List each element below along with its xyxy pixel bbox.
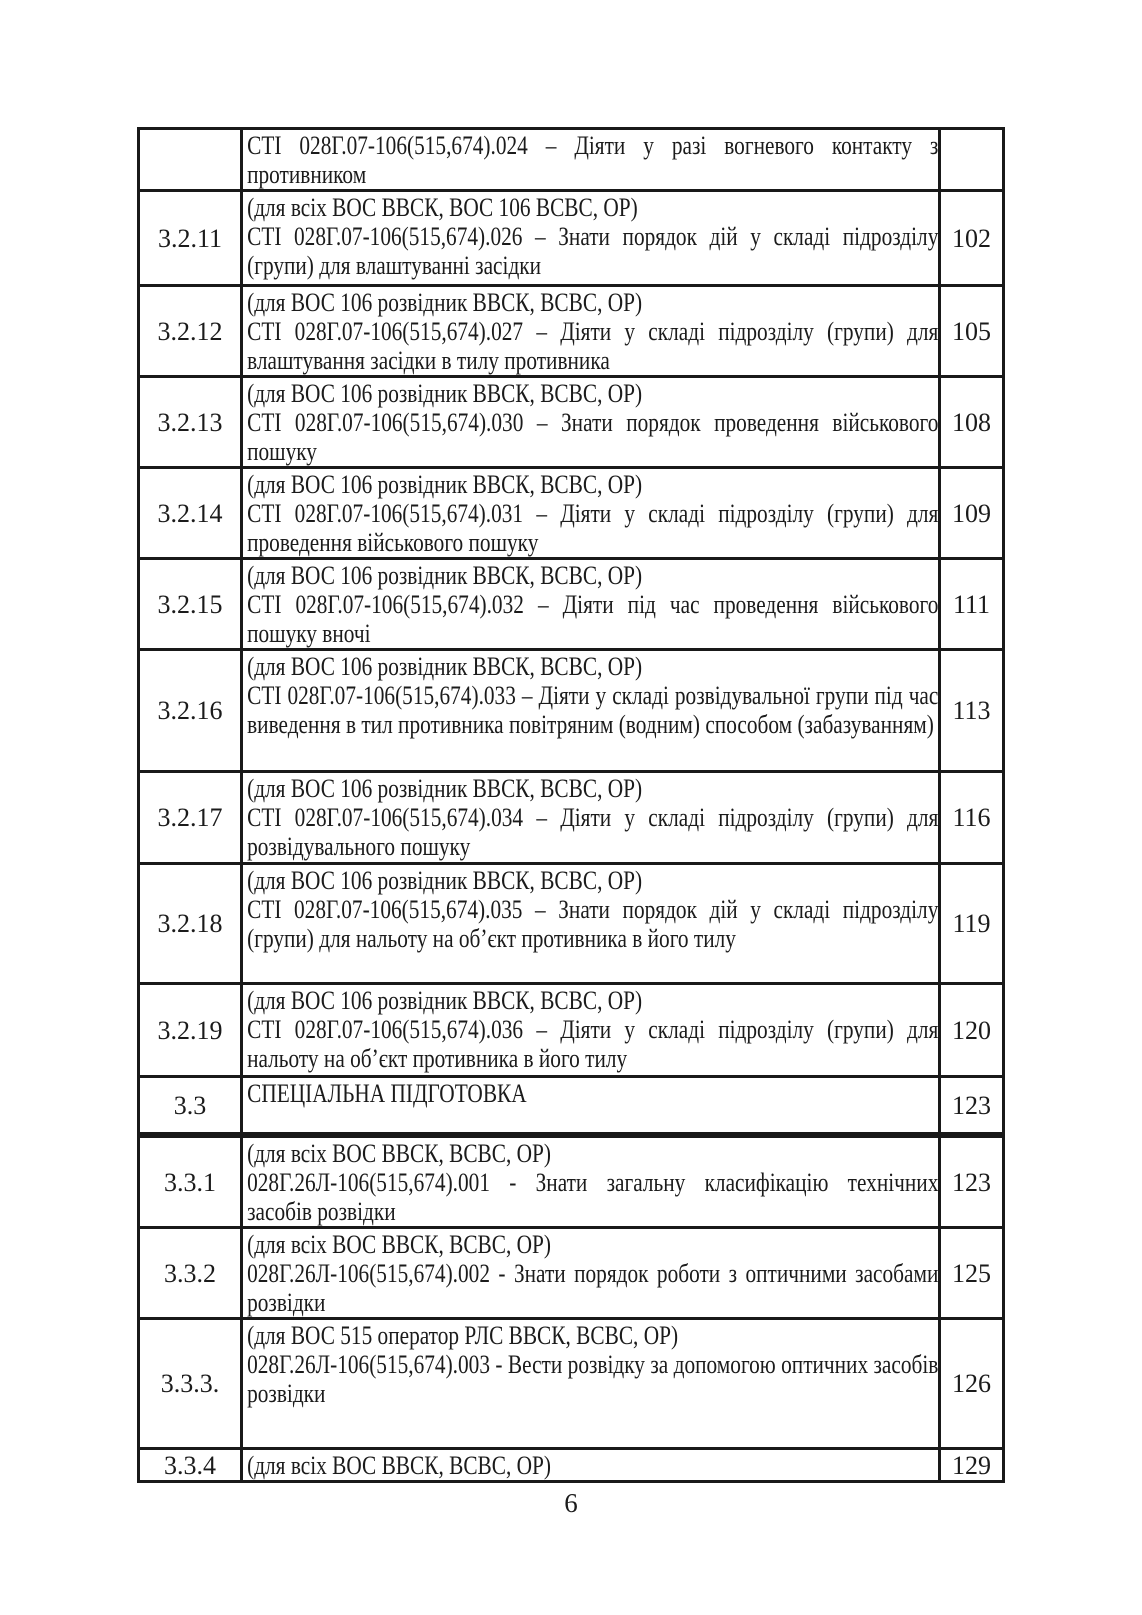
title-line: СТІ 028Г.07-106(515,674).036 – Діяти у складі підрозділу (групи) для нальоту на об’єкт противника в його тилу — [247, 1015, 939, 1073]
section-number: 3.2.18 — [140, 865, 243, 982]
page-ref: 116 — [952, 803, 991, 832]
section-description — [243, 561, 940, 648]
table-row — [140, 1078, 1002, 1138]
section-description-cell — [243, 1229, 941, 1317]
title-line: СТІ 028Г.07-106(515,674).027 – Діяти у складі підрозділу (групи) для влаштування засідки в тилу противника — [247, 317, 939, 375]
section-description-cell — [243, 287, 941, 375]
section-description — [243, 288, 940, 375]
section-number: 3.2.11 — [140, 192, 243, 284]
section-number: 3.2.15 — [140, 560, 243, 648]
title-line: СТІ 028Г.07-106(515,674).034 – Діяти у складі підрозділу (групи) для розвідувального пошуку — [247, 803, 939, 861]
title-line: СПЕЦІАЛЬНА ПІДГОТОВКА — [247, 1079, 527, 1108]
table-row — [140, 773, 1002, 865]
section-description-cell — [243, 1078, 941, 1132]
section-description-cell — [243, 773, 941, 862]
section-description-cell — [243, 192, 941, 284]
title-line: СТІ 028Г.07-106(515,674).031 – Діяти у складі підрозділу (групи) для проведення військового пошуку — [247, 499, 939, 557]
page-ref: 123 — [952, 1167, 991, 1197]
audience-line: (для всіх ВОС ВВСК, ВСВС, ОР) — [247, 1451, 552, 1480]
page-ref: 108 — [952, 407, 991, 437]
section-description — [243, 379, 940, 466]
section-description-cell — [243, 651, 941, 770]
table-row — [140, 651, 1002, 773]
audience-line: (для ВОС 106 розвідник ВВСК, ВСВС, ОР) — [247, 652, 643, 681]
section-description — [243, 986, 940, 1073]
page-ref: 111 — [952, 589, 991, 619]
page-ref: 105 — [952, 316, 991, 346]
audience-line: (для всіх ВОС ВВСК, ВСВС, ОР) — [247, 1139, 552, 1168]
title-line: СТІ 028Г.07-106(515,674).032 – Діяти під час проведення військового пошуку вночі — [247, 590, 939, 648]
title-line: 028Г.26Л-106(515,674).002 - Знати порядок роботи з оптичними засобами розвідки — [247, 1259, 939, 1317]
section-description — [243, 1321, 940, 1408]
title-line: СТІ 028Г.07-106(515,674).024 – Діяти у разі вогневого контакту з противником — [247, 131, 939, 189]
section-description — [243, 131, 940, 189]
section-number: 3.2.14 — [140, 469, 243, 557]
audience-line: (для ВОС 515 оператор РЛС ВВСК, ВСВС, ОР) — [247, 1321, 679, 1350]
section-number: 3.2.13 — [140, 378, 243, 466]
audience-line: (для всіх ВОС ВВСК, ВОС 106 ВСВС, ОР) — [247, 193, 638, 222]
section-description-cell — [243, 1450, 941, 1480]
section-description — [243, 470, 940, 557]
section-description-cell — [243, 1320, 941, 1447]
title-line: СТІ 028Г.07-106(515,674).035 – Знати порядок дій у складі підрозділу (групи) для нальоту на об’єкт противника в його тилу — [247, 895, 939, 953]
section-number: 3.2.12 — [140, 287, 243, 375]
page-ref: 125 — [952, 1258, 991, 1288]
section-description — [243, 1451, 940, 1480]
section-description — [243, 1139, 940, 1226]
audience-line: (для ВОС 106 розвідник ВВСК, ВСВС, ОР) — [247, 866, 643, 895]
title-line: СТІ 028Г.07-106(515,674).033 – Діяти у складі розвідувальної групи під час виведення в тил противника повітряним (водним) способом (забазуванням) — [247, 681, 939, 739]
page-ref: 120 — [952, 1015, 991, 1045]
audience-line: (для ВОС 106 розвідник ВВСК, ВСВС, ОР) — [247, 379, 643, 408]
page-ref: 129 — [952, 1450, 991, 1480]
section-number: 3.3.4 — [140, 1450, 243, 1480]
section-description-cell — [243, 469, 941, 557]
title-line: 028Г.26Л-106(515,674).001 - Знати загальну класифікацію технічних засобів розвідки — [247, 1168, 939, 1226]
page-ref: 126 — [952, 1369, 991, 1398]
section-number: 3.3.3. — [140, 1320, 243, 1447]
section-description-cell — [243, 865, 941, 982]
table-row — [140, 1229, 1002, 1320]
page-ref: 119 — [952, 909, 991, 938]
section-description — [243, 866, 940, 953]
section-description-cell — [243, 560, 941, 648]
section-number: 3.2.17 — [140, 773, 243, 862]
page-footer-number: 6 — [564, 1488, 578, 1518]
section-number: 3.2.16 — [140, 651, 243, 770]
section-description — [243, 774, 940, 861]
section-number: 3.3.2 — [140, 1229, 243, 1317]
page-ref: 123 — [952, 1090, 991, 1120]
table-row — [140, 287, 1002, 378]
section-description — [243, 1230, 940, 1317]
table-row — [140, 130, 1002, 192]
table-row — [140, 469, 1002, 560]
audience-line: (для ВОС 106 розвідник ВВСК, ВСВС, ОР) — [247, 288, 643, 317]
section-number: 3.3.1 — [140, 1138, 243, 1226]
page-ref: 109 — [952, 498, 991, 528]
section-number: 3.3 — [140, 1078, 243, 1132]
page-ref: 113 — [952, 696, 991, 725]
page-ref — [941, 130, 1002, 189]
audience-line: (для ВОС 106 розвідник ВВСК, ВСВС, ОР) — [247, 986, 643, 1015]
section-number: 3.2.19 — [140, 985, 243, 1075]
table-row — [140, 560, 1002, 651]
audience-line: (для ВОС 106 розвідник ВВСК, ВСВС, ОР) — [247, 774, 643, 803]
table-row — [140, 1450, 1002, 1480]
table-row — [140, 378, 1002, 469]
table-row — [140, 985, 1002, 1078]
section-description-cell — [243, 985, 941, 1075]
table-row — [140, 865, 1002, 985]
table-row — [140, 1138, 1002, 1229]
title-line: СТІ 028Г.07-106(515,674).026 – Знати порядок дій у складі підрозділу (групи) для влаштуванні засідки — [247, 222, 939, 280]
table-row — [140, 192, 1002, 287]
section-description — [243, 652, 940, 739]
title-line: 028Г.26Л-106(515,674).003 - Вести розвідку за допомогою оптичних засобів розвідки — [247, 1350, 939, 1408]
section-description — [243, 193, 940, 280]
table-row — [140, 1320, 1002, 1450]
section-number — [140, 130, 243, 189]
section-description-cell — [243, 378, 941, 466]
audience-line: (для ВОС 106 розвідник ВВСК, ВСВС, ОР) — [247, 561, 643, 590]
section-description-cell — [243, 1138, 941, 1226]
audience-line: (для всіх ВОС ВВСК, ВСВС, ОР) — [247, 1230, 552, 1259]
section-description-cell — [243, 130, 941, 189]
page-ref: 102 — [952, 223, 991, 253]
title-line: СТІ 028Г.07-106(515,674).030 – Знати порядок проведення військового пошуку — [247, 408, 939, 466]
toc-table — [137, 127, 1005, 1483]
audience-line: (для ВОС 106 розвідник ВВСК, ВСВС, ОР) — [247, 470, 643, 499]
section-description — [243, 1079, 940, 1108]
